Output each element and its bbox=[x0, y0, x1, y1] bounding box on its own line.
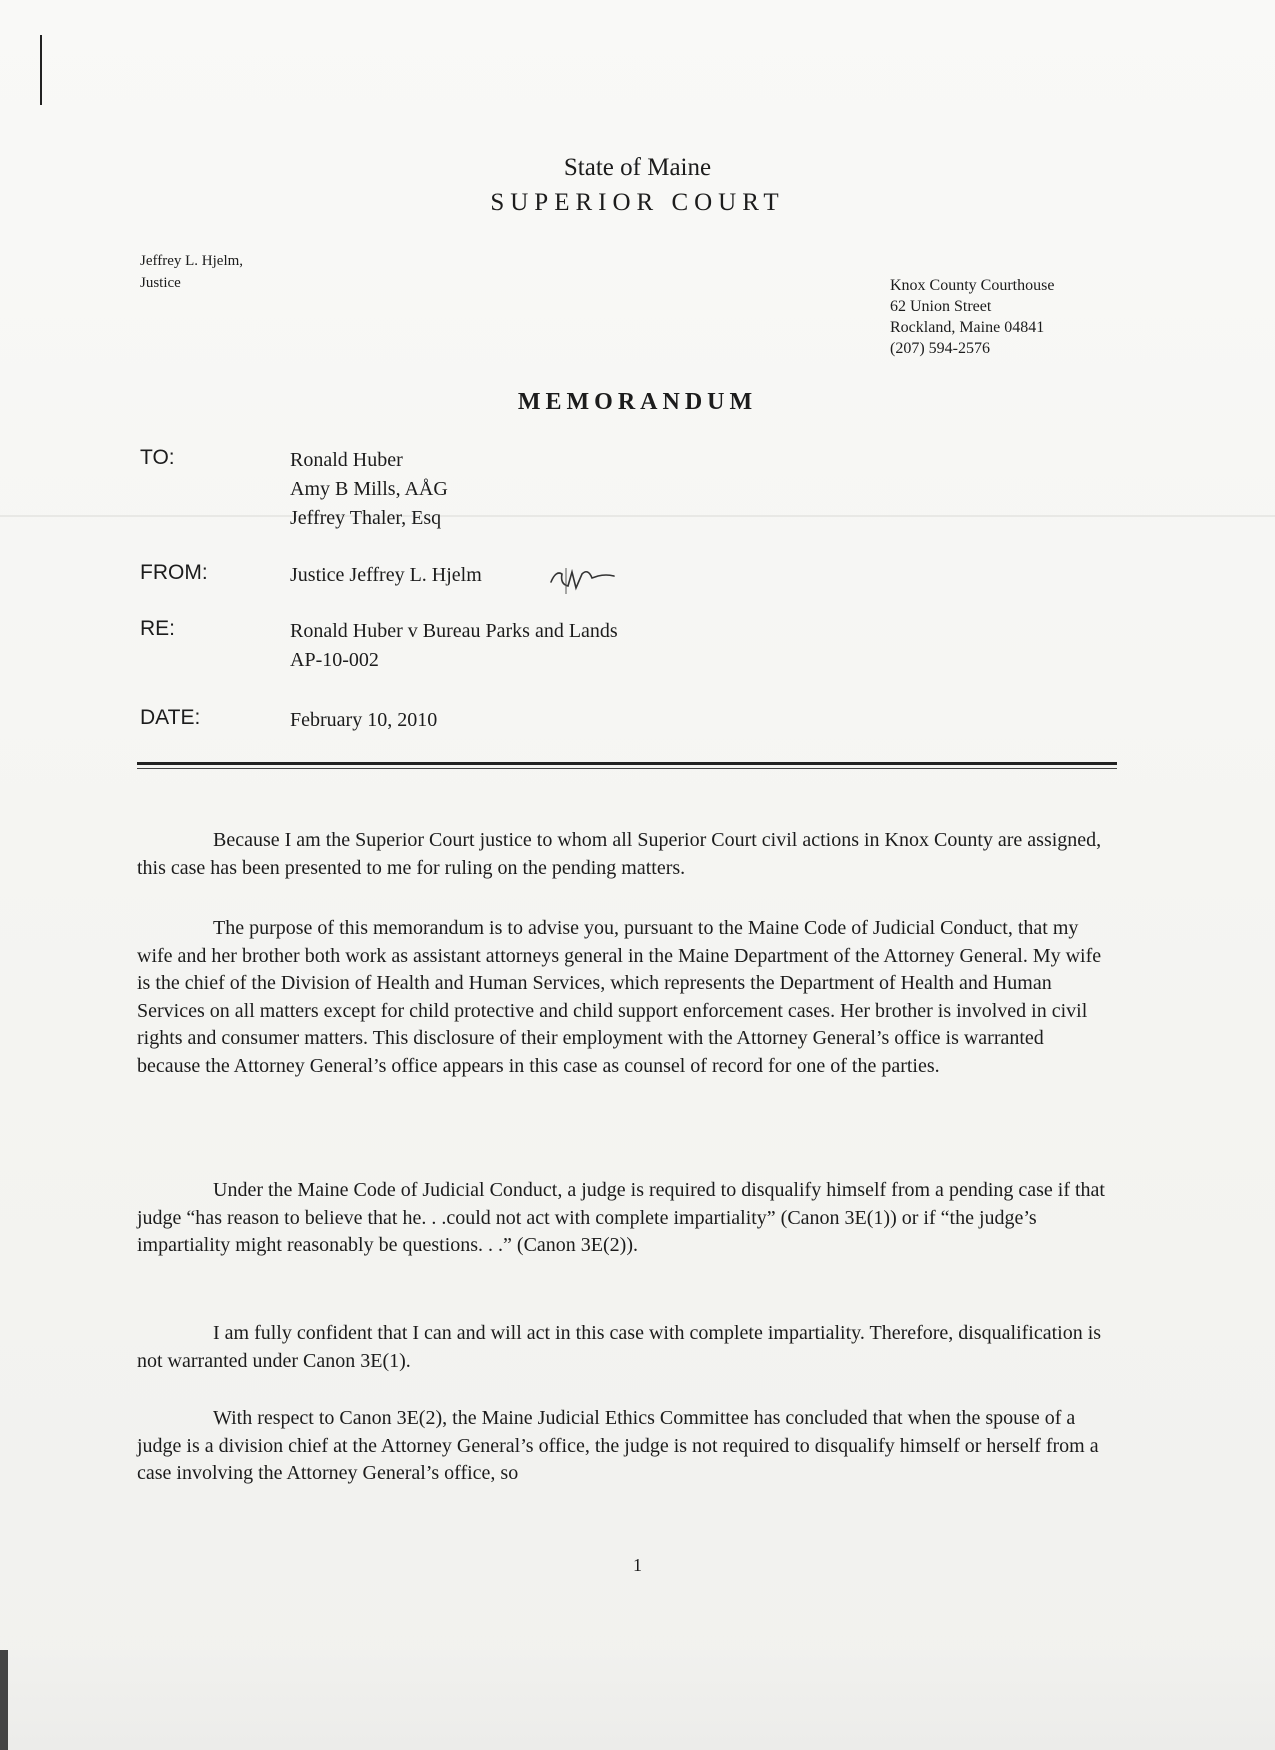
address-line-3: Rockland, Maine 04841 bbox=[890, 319, 1045, 336]
signature-icon bbox=[548, 560, 618, 595]
to-label: TO: bbox=[140, 446, 175, 469]
from-value: Justice Jeffrey L. Hjelm bbox=[290, 564, 482, 586]
re-case-title: Ronald Huber v Bureau Parks and Lands bbox=[290, 620, 618, 642]
scan-bottom-shade bbox=[0, 1650, 1275, 1750]
recipient-3: Jeffrey Thaler, Esq bbox=[290, 507, 442, 529]
memo-title: MEMORANDUM bbox=[517, 389, 758, 415]
scan-margin-mark bbox=[40, 35, 42, 105]
from-label: FROM: bbox=[140, 561, 208, 584]
address-line-1: Knox County Courthouse bbox=[890, 277, 1055, 294]
date-label: DATE: bbox=[140, 706, 201, 729]
body-paragraph-4: I am fully confident that I can and will act in this case with complete impartiality. Therefore, disqualification is not warranted under Canon 3E(1). bbox=[137, 1322, 1102, 1372]
to-recipients bbox=[290, 446, 448, 533]
judge-block bbox=[140, 250, 243, 294]
scan-left-edge bbox=[0, 1650, 8, 1750]
re-value bbox=[290, 617, 618, 675]
body-paragraph-3: Under the Maine Code of Judicial Conduct, a judge is required to disqualify himself from a pending case if that judge “has reason to believe that he. . .could not act with complete impartiality” (Canon 3E(1)) or if “the judge’s impartiality might reasonably be questions. . .” (Canon 3E(2)). bbox=[137, 1179, 1105, 1257]
body-paragraph-5: With respect to Canon 3E(2), the Maine Judicial Ethics Committee has concluded that when the spouse of a judge is a division chief at the Attorney General’s office, the judge is not required to disqualify himself or herself from a case involving the Attorney General’s office, so bbox=[137, 1407, 1099, 1485]
recipient-1: Ronald Huber bbox=[290, 449, 403, 471]
address-line-2: 62 Union Street bbox=[890, 298, 992, 315]
body-paragraph-1: Because I am the Superior Court justice to whom all Superior Court civil actions in Knox County are assigned, this case has been presented to me for ruling on the pending matters. bbox=[137, 829, 1102, 879]
header-state: State of Maine bbox=[563, 154, 712, 181]
courthouse-address bbox=[890, 275, 1054, 359]
body-paragraph-2: The purpose of this memorandum is to advise you, pursuant to the Maine Code of Judicial Conduct, that my wife and her brother both work as assistant attorneys general in the Maine Department of the Attorney General. My wife is the chief of the Division of Health and Human Services, which represents the Department of Health and Human Services on all matters except for child protective and child support enforcement cases. Her brother is involved in civil rights and consumer matters. This disclosure of their employment with the Attorney General’s office is warranted because the Attorney General’s office appears in this case as counsel of record for one of the parties. bbox=[137, 917, 1102, 1077]
page-number: 1 bbox=[633, 1555, 642, 1575]
judge-title: Justice bbox=[140, 275, 181, 291]
header-divider-thin bbox=[137, 768, 1117, 769]
judge-name: Jeffrey L. Hjelm, bbox=[140, 253, 244, 269]
scan-fold-line bbox=[0, 515, 1275, 517]
address-line-4: (207) 594-2576 bbox=[890, 340, 990, 357]
header-divider bbox=[137, 762, 1117, 765]
recipient-2: Amy B Mills, AÅG bbox=[290, 478, 448, 500]
header-court: SUPERIOR COURT bbox=[490, 189, 785, 216]
date-value: February 10, 2010 bbox=[290, 709, 438, 731]
re-label: RE: bbox=[140, 617, 176, 640]
re-docket-number: AP-10-002 bbox=[290, 649, 379, 671]
